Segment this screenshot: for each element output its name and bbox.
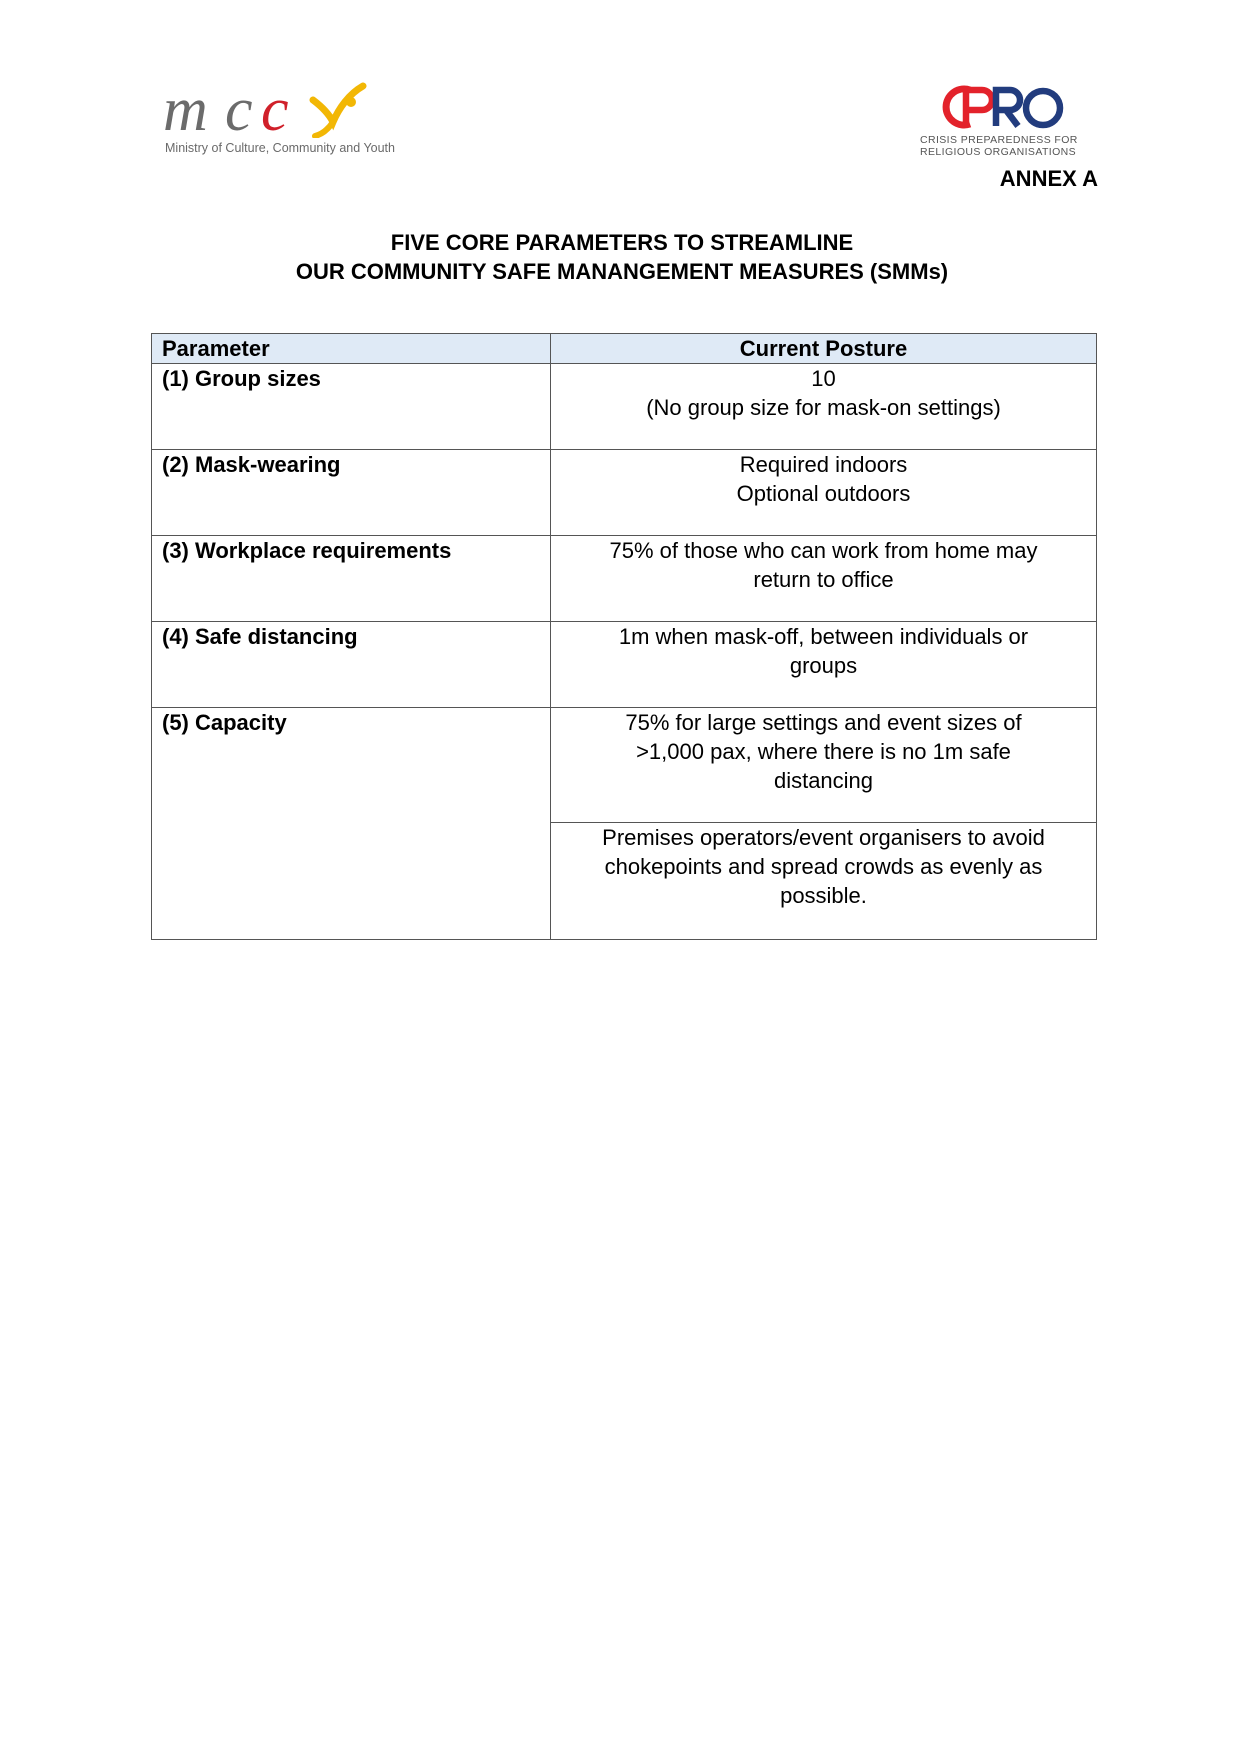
posture-cell <box>551 364 1097 450</box>
posture-line: distancing <box>773 768 874 793</box>
parameter-cell: (5) Capacity <box>152 708 551 940</box>
table-row <box>152 708 1097 823</box>
posture-line: 1m when mask-off, between individuals or <box>618 624 1029 649</box>
posture-line: 75% of those who can work from home may <box>609 538 1038 563</box>
mccy-wordmark-icon <box>163 78 393 138</box>
cpro-logo <box>920 84 1090 164</box>
posture-cell <box>551 708 1097 823</box>
cpro-subtitle-line1: CRISIS PREPAREDNESS FOR <box>920 134 1078 146</box>
title-line-2: OUR COMMUNITY SAFE MANANGEMENT MEASURES (SMMs) <box>295 259 949 284</box>
posture-cell <box>551 622 1097 708</box>
cpro-subtitle-line2: RELIGIOUS ORGANISATIONS <box>920 146 1077 158</box>
posture-line: 75% for large settings and event sizes of <box>625 710 1022 735</box>
table-row <box>152 364 1097 450</box>
posture-line: Premises operators/event organisers to avoid <box>602 825 1045 850</box>
ministry-name: Ministry of Culture, Community and Youth <box>165 141 395 155</box>
table-row <box>152 450 1097 536</box>
smm-parameters-table <box>151 333 1097 940</box>
posture-line: possible. <box>780 883 867 908</box>
svg-text:c: c <box>225 78 253 138</box>
cpro-subtitle <box>920 134 1078 158</box>
posture-line: Optional outdoors <box>736 481 911 506</box>
posture-cell <box>551 450 1097 536</box>
svg-text:m: m <box>163 78 208 138</box>
table-row <box>152 536 1097 622</box>
posture-line: (No group size for mask-on settings) <box>646 395 1001 420</box>
parameter-cell: (2) Mask-wearing <box>152 450 551 536</box>
posture-line: return to office <box>753 567 894 592</box>
title-line-1: FIVE CORE PARAMETERS TO STREAMLINE <box>390 230 854 255</box>
annex-label: ANNEX A <box>999 166 1098 191</box>
cpro-wordmark-icon <box>940 84 1070 130</box>
parameter-cell: (3) Workplace requirements <box>152 536 551 622</box>
posture-line: >1,000 pax, where there is no 1m safe <box>636 739 1011 764</box>
mccy-logo <box>163 78 423 163</box>
posture-line: Required indoors <box>739 452 908 477</box>
posture-cell <box>551 536 1097 622</box>
document-title <box>150 228 1094 286</box>
parameter-cell: (1) Group sizes <box>152 364 551 450</box>
svg-text:c: c <box>261 78 289 138</box>
column-header-current-posture: Current Posture <box>551 334 1097 364</box>
column-header-parameter: Parameter <box>152 334 551 364</box>
table-row <box>152 622 1097 708</box>
posture-cell <box>551 823 1097 940</box>
posture-line: groups <box>789 653 858 678</box>
posture-line: 10 <box>811 366 836 391</box>
table-header-row <box>152 334 1097 364</box>
parameter-cell: (4) Safe distancing <box>152 622 551 708</box>
posture-line: chokepoints and spread crowds as evenly as <box>604 854 1043 879</box>
